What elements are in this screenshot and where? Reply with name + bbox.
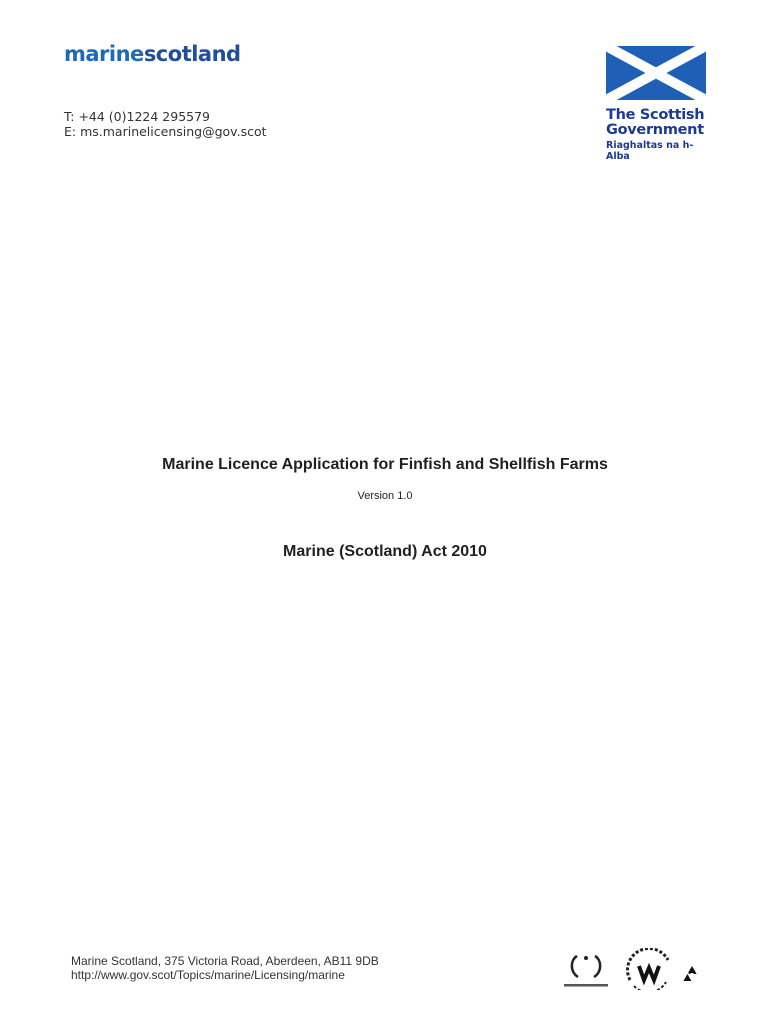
iip-caption-mark [564,984,608,987]
logo-text-marine: marine [64,42,144,66]
gov-logo-line2: Government [606,122,704,138]
contact-block [64,109,267,139]
document-title: Marine Licence Application for Finfish and Shellfish Farms [162,456,608,473]
gov-logo-line1: The Scottish [606,107,705,123]
saltire-flag-icon [606,46,706,100]
recycle-badge [681,964,703,986]
recycle-icon [681,964,703,986]
document-act: Marine (Scotland) Act 2010 [283,543,487,560]
contact-email[interactable]: E: ms.marinelicensing@gov.scot [64,124,267,139]
logo-text-scotland: scotland [143,42,241,66]
contact-phone: T: +44 (0)1224 295579 [64,109,211,124]
laurel-wreath-icon [560,950,612,990]
footer-url[interactable]: http://www.gov.scot/Topics/marine/Licensing/marine [71,968,345,982]
marine-scotland-logo [64,42,241,66]
document-version: Version 1.0 [357,490,413,502]
disability-symbol-badge [624,948,674,990]
scottish-government-logo [606,46,706,162]
footer-address: Marine Scotland, 375 Victoria Road, Aberdeen, AB11 9DB [71,954,379,968]
gov-logo-title [606,108,706,138]
gov-logo-gaelic: Riaghaltas na h-Alba [606,140,694,162]
disability-confident-icon [624,948,674,990]
footer-address-block [71,954,379,982]
investors-in-people-badge [560,950,612,990]
